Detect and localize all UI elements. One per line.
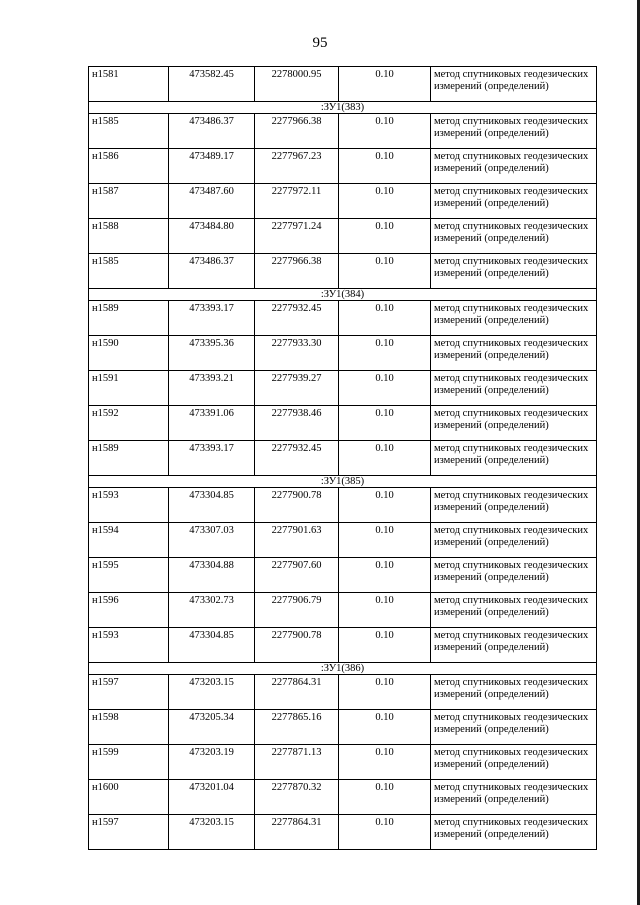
accuracy: 0.10 [339,67,431,102]
point-name: н1597 [89,815,169,850]
coordinate-y: 2277900.78 [255,628,339,663]
method: метод спутниковых геодезических измерений (определений) [431,301,597,336]
coordinate-x: 473304.85 [169,488,255,523]
method: метод спутниковых геодезических измерений (определений) [431,710,597,745]
accuracy: 0.10 [339,149,431,184]
coordinates-table-body [89,67,597,850]
coordinate-y: 2277966.38 [255,254,339,289]
section-title: :ЗУ1(383) [89,102,597,114]
coordinate-y: 2277971.24 [255,219,339,254]
section-row [89,289,597,301]
accuracy: 0.10 [339,441,431,476]
point-row [89,67,597,102]
accuracy: 0.10 [339,710,431,745]
point-name: н1586 [89,149,169,184]
coordinate-x: 473395.36 [169,336,255,371]
section-title: :ЗУ1(384) [89,289,597,301]
point-name: н1589 [89,301,169,336]
accuracy: 0.10 [339,336,431,371]
coordinates-table [88,66,597,850]
section-row [89,663,597,675]
coordinate-x: 473203.15 [169,675,255,710]
point-row [89,745,597,780]
method: метод спутниковых геодезических измерений (определений) [431,254,597,289]
method: метод спутниковых геодезических измерений (определений) [431,219,597,254]
method: метод спутниковых геодезических измерений (определений) [431,67,597,102]
coordinate-x: 473203.15 [169,815,255,850]
coordinate-y: 2277900.78 [255,488,339,523]
coordinate-x: 473307.03 [169,523,255,558]
method: метод спутниковых геодезических измерений (определений) [431,593,597,628]
accuracy: 0.10 [339,523,431,558]
point-row [89,254,597,289]
point-name: н1589 [89,441,169,476]
accuracy: 0.10 [339,219,431,254]
point-name: н1590 [89,336,169,371]
coordinate-x: 473489.17 [169,149,255,184]
method: метод спутниковых геодезических измерений (определений) [431,149,597,184]
coordinate-y: 2277864.31 [255,675,339,710]
method: метод спутниковых геодезических измерений (определений) [431,675,597,710]
point-name: н1581 [89,67,169,102]
method: метод спутниковых геодезических измерений (определений) [431,406,597,441]
method: метод спутниковых геодезических измерений (определений) [431,441,597,476]
accuracy: 0.10 [339,406,431,441]
accuracy: 0.10 [339,371,431,406]
point-row [89,219,597,254]
point-row [89,675,597,710]
coordinate-y: 2277865.16 [255,710,339,745]
coordinate-x: 473203.19 [169,745,255,780]
accuracy: 0.10 [339,675,431,710]
page-number: 95 [312,35,328,51]
coordinate-x: 473487.60 [169,184,255,219]
point-row [89,371,597,406]
coordinate-x: 473304.85 [169,628,255,663]
coordinate-y: 2277933.30 [255,336,339,371]
coordinate-y: 2277972.11 [255,184,339,219]
point-name: н1599 [89,745,169,780]
method: метод спутниковых геодезических измерений (определений) [431,523,597,558]
point-name: н1593 [89,488,169,523]
coordinate-y: 2277938.46 [255,406,339,441]
point-row [89,149,597,184]
point-row [89,184,597,219]
section-row [89,102,597,114]
coordinate-y: 2277967.23 [255,149,339,184]
point-row [89,780,597,815]
method: метод спутниковых геодезических измерений (определений) [431,371,597,406]
coordinate-y: 2277907.60 [255,558,339,593]
point-name: н1597 [89,675,169,710]
point-row [89,558,597,593]
coordinate-x: 473486.37 [169,254,255,289]
coordinate-x: 473201.04 [169,780,255,815]
coordinate-y: 2278000.95 [255,67,339,102]
method: метод спутниковых геодезических измерений (определений) [431,184,597,219]
method: метод спутниковых геодезических измерений (определений) [431,488,597,523]
point-row [89,301,597,336]
point-name: н1587 [89,184,169,219]
method: метод спутниковых геодезических измерений (определений) [431,780,597,815]
point-name: н1591 [89,371,169,406]
point-name: н1595 [89,558,169,593]
point-name: н1594 [89,523,169,558]
accuracy: 0.10 [339,184,431,219]
coordinate-x: 473205.34 [169,710,255,745]
accuracy: 0.10 [339,628,431,663]
point-name: н1588 [89,219,169,254]
coordinate-x: 473393.21 [169,371,255,406]
coordinate-x: 473391.06 [169,406,255,441]
point-row [89,710,597,745]
accuracy: 0.10 [339,558,431,593]
point-row [89,114,597,149]
point-name: н1585 [89,114,169,149]
accuracy: 0.10 [339,815,431,850]
coordinate-y: 2277870.32 [255,780,339,815]
method: метод спутниковых геодезических измерений (определений) [431,745,597,780]
point-row [89,815,597,850]
point-name: н1585 [89,254,169,289]
section-title: :ЗУ1(385) [89,476,597,488]
accuracy: 0.10 [339,254,431,289]
method: метод спутниковых геодезических измерений (определений) [431,558,597,593]
point-name: н1593 [89,628,169,663]
point-name: н1596 [89,593,169,628]
coordinate-x: 473393.17 [169,441,255,476]
point-row [89,441,597,476]
method: метод спутниковых геодезических измерений (определений) [431,114,597,149]
point-row [89,523,597,558]
coordinate-x: 473393.17 [169,301,255,336]
point-name: н1598 [89,710,169,745]
method: метод спутниковых геодезических измерений (определений) [431,336,597,371]
point-row [89,336,597,371]
coordinate-y: 2277932.45 [255,301,339,336]
point-row [89,593,597,628]
accuracy: 0.10 [339,301,431,336]
point-row [89,628,597,663]
coordinate-y: 2277901.63 [255,523,339,558]
accuracy: 0.10 [339,488,431,523]
coordinate-y: 2277939.27 [255,371,339,406]
coordinate-x: 473302.73 [169,593,255,628]
coordinate-y: 2277871.13 [255,745,339,780]
method: метод спутниковых геодезических измерений (определений) [431,815,597,850]
accuracy: 0.10 [339,114,431,149]
accuracy: 0.10 [339,593,431,628]
coordinate-y: 2277864.31 [255,815,339,850]
section-title: :ЗУ1(386) [89,663,597,675]
accuracy: 0.10 [339,745,431,780]
point-row [89,488,597,523]
coordinate-x: 473304.88 [169,558,255,593]
coordinate-y: 2277932.45 [255,441,339,476]
coordinate-x: 473486.37 [169,114,255,149]
accuracy: 0.10 [339,780,431,815]
section-row [89,476,597,488]
method: метод спутниковых геодезических измерений (определений) [431,628,597,663]
coordinate-x: 473582.45 [169,67,255,102]
point-name: н1600 [89,780,169,815]
point-row [89,406,597,441]
coordinate-x: 473484.80 [169,219,255,254]
coordinate-y: 2277966.38 [255,114,339,149]
coordinate-y: 2277906.79 [255,593,339,628]
point-name: н1592 [89,406,169,441]
